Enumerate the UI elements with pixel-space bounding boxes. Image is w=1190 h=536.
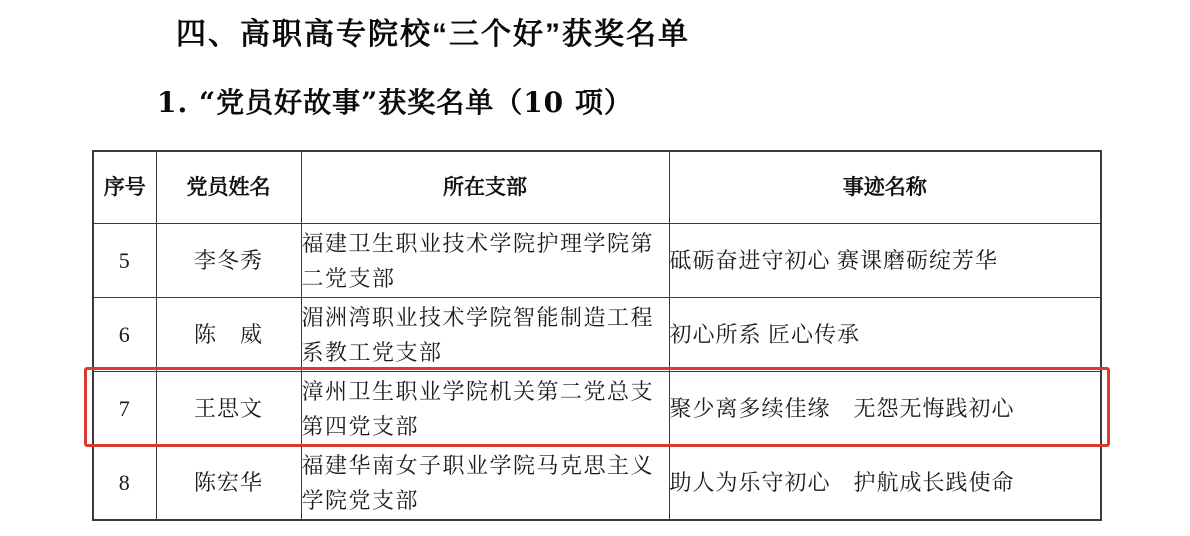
list-subheading: 1. “党员好故事”获奖名单（10 项）: [157, 86, 633, 119]
deed-title: 初心所系 匠心传承: [669, 298, 1101, 372]
member-name: 陈 威: [156, 298, 301, 372]
section-heading: 四、高职高专院校“三个好”获奖名单: [176, 18, 690, 51]
table-row: [93, 298, 1101, 372]
row-index: 8: [93, 446, 156, 521]
column-header-name: 党员姓名: [156, 151, 301, 224]
row-index: 7: [93, 372, 156, 446]
deed-title: 聚少离多续佳缘 无怨无悔践初心: [669, 372, 1101, 446]
branch-name: 湄洲湾职业技术学院智能制造工程系教工党支部: [301, 298, 669, 372]
branch-name: 福建卫生职业技术学院护理学院第二党支部: [301, 224, 669, 298]
table-row: [93, 224, 1101, 298]
table-header-row: [93, 151, 1101, 224]
member-name: 陈宏华: [156, 446, 301, 521]
deed-title: 砥砺奋进守初心 赛课磨砺绽芳华: [669, 224, 1101, 298]
table-row: [93, 446, 1101, 521]
member-name: 王思文: [156, 372, 301, 446]
column-header-index: 序号: [93, 151, 156, 224]
deed-title: 助人为乐守初心 护航成长践使命: [669, 446, 1101, 521]
row-index: 5: [93, 224, 156, 298]
member-name: 李冬秀: [156, 224, 301, 298]
column-header-branch: 所在支部: [301, 151, 669, 224]
column-header-deed: 事迹名称: [669, 151, 1101, 224]
awards-table: [92, 150, 1102, 521]
branch-name: 漳州卫生职业学院机关第二党总支第四党支部: [301, 372, 669, 446]
table-row-highlighted: [93, 372, 1101, 446]
branch-name: 福建华南女子职业学院马克思主义学院党支部: [301, 446, 669, 521]
row-index: 6: [93, 298, 156, 372]
